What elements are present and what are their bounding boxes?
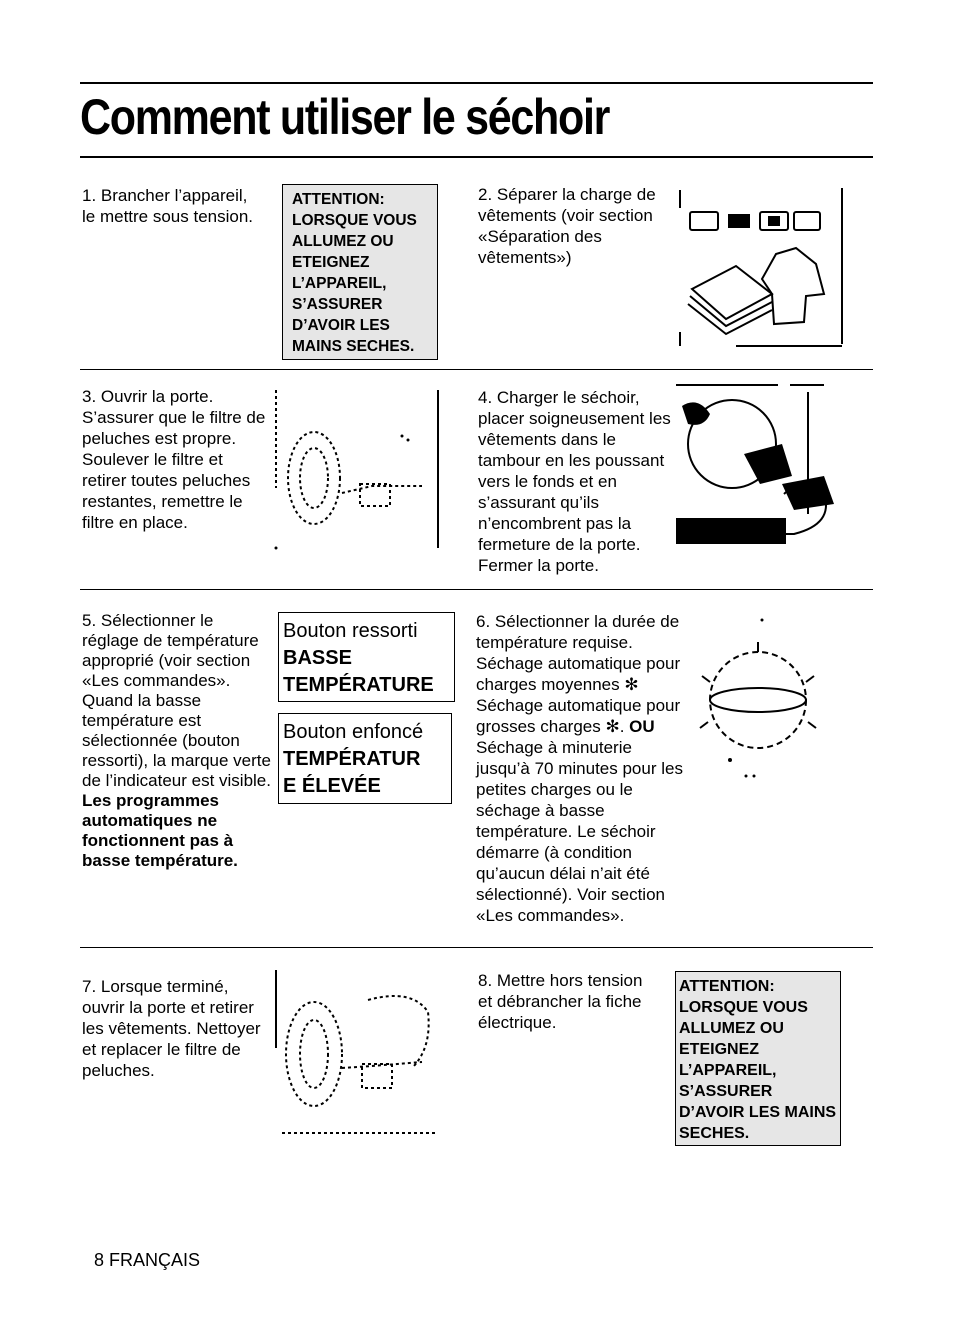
top-rule — [80, 82, 873, 84]
step-6-body-b: Séchage à minuterie jusqu’à 70 minutes pour les petites charges ou le séchage à basse température. Le séchoir démarre (à condition qu’aucun délai n’ait été sélectionné). Voir section «Les commandes». — [476, 738, 683, 925]
step-5-note: Les programmes automatiques ne fonctionnent pas à basse température. — [82, 791, 238, 870]
button-out-setting-1: BASSE — [283, 647, 352, 669]
warning-box-1: ATTENTION: LORSQUE VOUS ALLUMEZ OU ETEIGNEZ L’APPAREIL, S’ASSURER D’AVOIR LES MAINS SECHES. — [282, 184, 438, 360]
unloading-icon — [272, 968, 442, 1138]
row-divider-3 — [80, 947, 873, 948]
step-7-text: 7. Lorsque terminé, ouvrir la porte et retirer les vêtements. Nettoyer et replacer le filtre de peluches. — [82, 977, 261, 1080]
button-in-box — [278, 713, 452, 804]
button-in-setting-2: E ÉLEVÉE — [283, 775, 381, 797]
step-6-body-a: 6. Sélectionner la durée de température requise. Séchage automatique pour charges moyennes ✻ Séchage automatique pour grosses charges ✻. — [476, 612, 681, 736]
step-3-text: 3. Ouvrir la porte. S’assurer que le filtre de peluches est propre. Soulever le filtre et retirer toutes peluches restantes, remettre le filtre en place. — [82, 387, 266, 532]
page-title: Comment utiliser le séchoir — [80, 89, 610, 145]
step-4-text: 4. Charger le séchoir, placer soigneusement les vêtements dans le tambour en les poussant vers le fonds et en s’assurant qu’ils n’encombrent pas la fermeture de la porte. Fermer la porte. — [478, 388, 671, 575]
button-out-label: Bouton ressorti — [283, 620, 418, 642]
step-5-body: 5. Sélectionner le réglage de température approprié (voir section «Les commandes». Quand la basse température est sélectionnée (bouton ressorti), la marque verte de l’indicateur est visible. — [82, 611, 271, 790]
step-8-text: 8. Mettre hors tension et débrancher la fiche électrique. — [478, 971, 643, 1032]
step-2-text: 2. Séparer la charge de vêtements (voir section «Séparation des vêtements») — [478, 185, 656, 267]
button-out-setting-2: TEMPÉRATURE — [283, 674, 434, 696]
button-in-label: Bouton enfoncé — [283, 721, 424, 743]
warning-box-2: ATTENTION: LORSQUE VOUS ALLUMEZ OU ETEIGNEZ L’APPAREIL, S’ASSURER D’AVOIR LES MAINS SECHES. — [675, 971, 841, 1146]
page-footer: 8 FRANÇAIS — [94, 1250, 201, 1270]
row-divider-2 — [80, 589, 873, 590]
lint-filter-icon — [272, 388, 442, 553]
step-6-or: OU — [629, 717, 655, 736]
timer-dial-icon — [696, 612, 826, 782]
loading-drum-icon — [674, 384, 844, 549]
clothes-pile-icon — [676, 184, 846, 349]
step-6-text — [476, 611, 686, 926]
step-5-text — [82, 611, 272, 871]
button-in-setting-1: TEMPÉRATUR — [283, 748, 421, 770]
step-1-text: 1. Brancher l’appareil, le mettre sous tension. — [82, 186, 254, 226]
button-out-box — [278, 612, 455, 702]
row-divider-1 — [80, 369, 873, 370]
title-rule — [80, 156, 873, 158]
